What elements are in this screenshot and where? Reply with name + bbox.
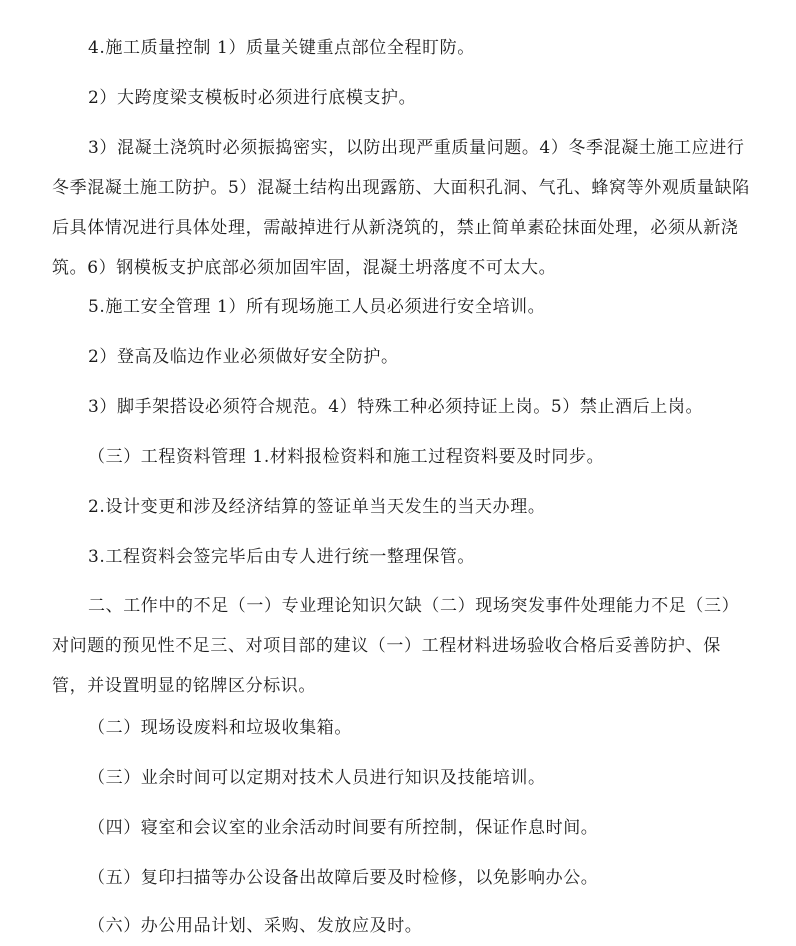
paragraph-design-changes: 2.设计变更和涉及经济结算的签证单当天发生的当天办理。 (88, 497, 546, 517)
paragraph-concrete-pouring: 3）混凝土浇筑时必须振捣密实，以防出现严重质量问题。4）冬季混凝土施工应进行冬季混凝土施工防护。5）混凝土结构出现露筋、大面积孔洞、气孔、蜂窝等外观质量缺陷后具体情况进行具体处理，需敲掉进行从新浇筑的，禁止简单素砼抹面处理，必须从新浇筑。6）钢模板支护底部必须加固牢固，混凝土坍落度不可太大。 (52, 138, 750, 278)
paragraph-safety-management: 5.施工安全管理 1）所有现场施工人员必须进行安全培训。 (88, 297, 546, 317)
paragraph-height-protection: 2）登高及临边作业必须做好安全防护。 (88, 347, 399, 367)
paragraph-training: （三）业余时间可以定期对技术人员进行知识及技能培训。 (88, 768, 546, 788)
paragraph-quality-control: 4.施工质量控制 1）质量关键重点部位全程盯防。 (88, 38, 475, 58)
paragraph-waste-bins: （二）现场设废料和垃圾收集箱。 (88, 718, 352, 738)
paragraph-documentation: （三）工程资料管理 1.材料报检资料和施工过程资料要及时同步。 (88, 447, 605, 467)
paragraph-document-archiving: 3.工程资料会签完毕后由专人进行统一整理保管。 (88, 547, 476, 567)
paragraph-shortcomings: 二、工作中的不足（一）专业理论知识欠缺（二）现场突发事件处理能力不足（三）对问题的预见性不足三、对项目部的建议（一）工程材料进场验收合格后妥善防护、保管，并设置明显的铭牌区分标识。 (52, 596, 740, 696)
paragraph-formwork-support: 2）大跨度梁支模板时必须进行底模支护。 (88, 88, 417, 108)
paragraph-scaffolding: 3）脚手架搭设必须符合规范。4）特殊工种必须持证上岗。5）禁止酒后上岗。 (88, 397, 704, 417)
paragraph-office-supplies: （六）办公用品计划、采购、发放应及时。 (88, 916, 423, 936)
paragraph-office-equipment: （五）复印扫描等办公设备出故障后要及时检修，以免影响办公。 (88, 868, 599, 888)
paragraph-rest-time: （四）寝室和会议室的业余活动时间要有所控制，保证作息时间。 (88, 818, 599, 838)
